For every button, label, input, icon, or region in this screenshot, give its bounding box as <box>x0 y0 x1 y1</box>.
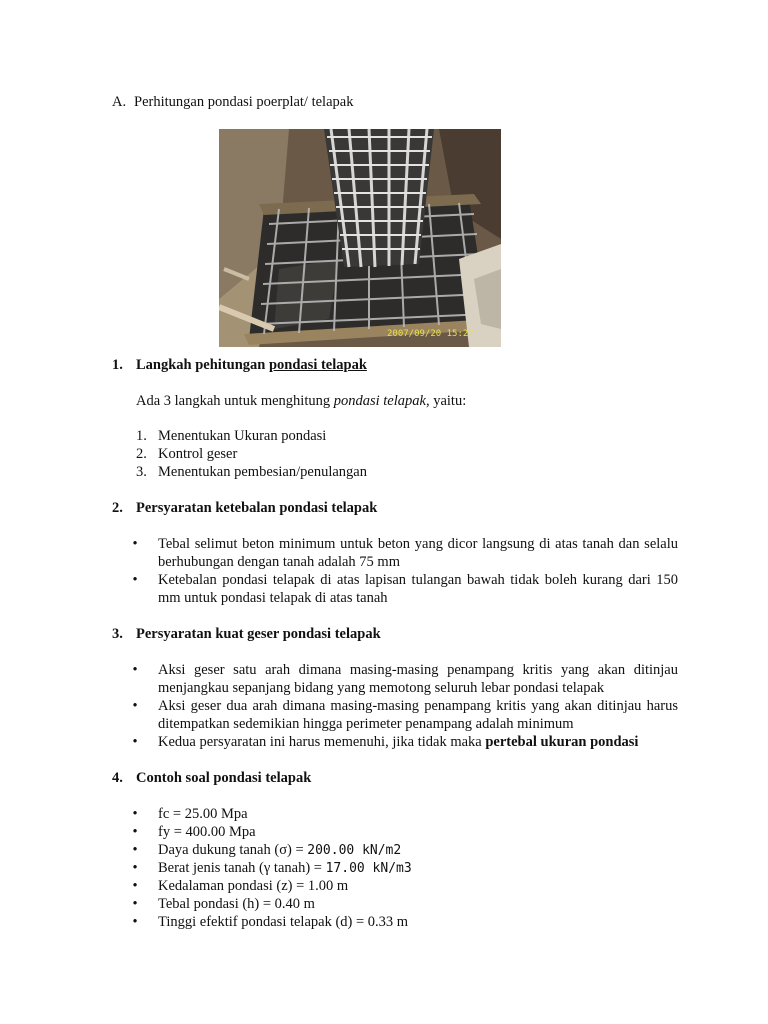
bullet-icon <box>130 805 140 823</box>
s2-item: Ketebalan pondasi telapak di atas lapisan tulangan bawah tidak boleh kurang dari 150 mm untuk pondasi telapak di atas tanah <box>158 572 678 606</box>
bullet-icon <box>130 823 140 841</box>
bullet-icon <box>130 571 140 589</box>
s3-item: Aksi geser dua arah dimana masing-masing penampang kritis yang akan ditinjau harus ditempatkan sedemikian hingga perimeter penampang adalah minimum <box>158 698 678 732</box>
s4-item: fy = 400.00 Mpa <box>158 824 256 840</box>
section-a-marker: A. <box>112 94 127 110</box>
bullet-icon <box>130 661 140 679</box>
s3-number: 3. <box>112 626 123 642</box>
s1-intro <box>136 392 466 410</box>
photo-timestamp: 2007/09/20 15:2? <box>387 329 474 339</box>
s2-number: 2. <box>112 500 123 516</box>
s4-item-value: 17.00 kN/m3 <box>325 861 412 876</box>
s1-step-text: Kontrol geser <box>158 446 238 462</box>
s3-item: Aksi geser satu arah dimana masing-masing penampang kritis yang akan ditinjau menjangkau sepanjang bidang yang memotong seluruh lebar pondasi telapak <box>158 662 678 696</box>
s3-item-3-text: Kedua persyaratan ini harus memenuhi, jika tidak maka <box>158 734 486 750</box>
s3-item-3 <box>158 733 638 751</box>
s4-item: Tebal pondasi (h) = 0.40 m <box>158 896 315 912</box>
s4-item: Kedalaman pondasi (z) = 1.00 m <box>158 878 349 894</box>
bullet-icon <box>130 913 140 931</box>
s4-heading: Contoh soal pondasi telapak <box>136 770 312 786</box>
s4-number: 4. <box>112 770 123 786</box>
s2-item: Tebal selimut beton minimum untuk beton yang dicor langsung di atas tanah dan selalu berhubungan dengan tanah adalah 75 mm <box>158 536 678 570</box>
s4-item <box>158 841 401 860</box>
bullet-icon <box>130 895 140 913</box>
s3-item-3-emphasis: pertebal ukuran pondasi <box>485 734 639 750</box>
s1-step-number: 1. <box>136 428 147 444</box>
bullet-icon <box>130 535 140 553</box>
s1-heading <box>136 356 367 374</box>
s4-item-value: 200.00 kN/m2 <box>307 843 402 858</box>
bullet-icon <box>130 697 140 715</box>
s3-heading: Persyaratan kuat geser pondasi telapak <box>136 626 381 642</box>
pondasi-telapak-link[interactable]: pondasi telapak <box>268 357 367 373</box>
bullet-icon <box>130 877 140 895</box>
s4-item: Tinggi efektif pondasi telapak (d) = 0.33 m <box>158 914 409 930</box>
s2-heading: Persyaratan ketebalan pondasi telapak <box>136 500 378 516</box>
s4-item-label: Berat jenis tanah (γ tanah) = <box>158 860 326 876</box>
section-a-title: Perhitungan pondasi poerplat/ telapak <box>134 94 354 110</box>
s1-step-number: 3. <box>136 464 147 480</box>
s1-number: 1. <box>112 357 123 373</box>
s4-item: fc = 25.00 Mpa <box>158 806 248 822</box>
s4-item-label: Daya dukung tanah (σ) = <box>158 842 308 858</box>
bullet-icon <box>130 733 140 751</box>
foundation-rebar-photo <box>219 129 501 347</box>
s1-step-text: Menentukan pembesian/penulangan <box>158 464 367 480</box>
s1-step-text: Menentukan Ukuran pondasi <box>158 428 327 444</box>
bullet-icon <box>130 841 140 859</box>
s1-intro-end: , yaitu: <box>425 393 467 409</box>
s4-item <box>158 859 412 878</box>
s1-heading-text: Langkah pehitungan <box>136 357 269 373</box>
s1-intro-italic: pondasi telapak <box>333 393 426 409</box>
s1-intro-text: Ada 3 langkah untuk menghitung <box>136 393 334 409</box>
bullet-icon <box>130 859 140 877</box>
s1-step-number: 2. <box>136 446 147 462</box>
